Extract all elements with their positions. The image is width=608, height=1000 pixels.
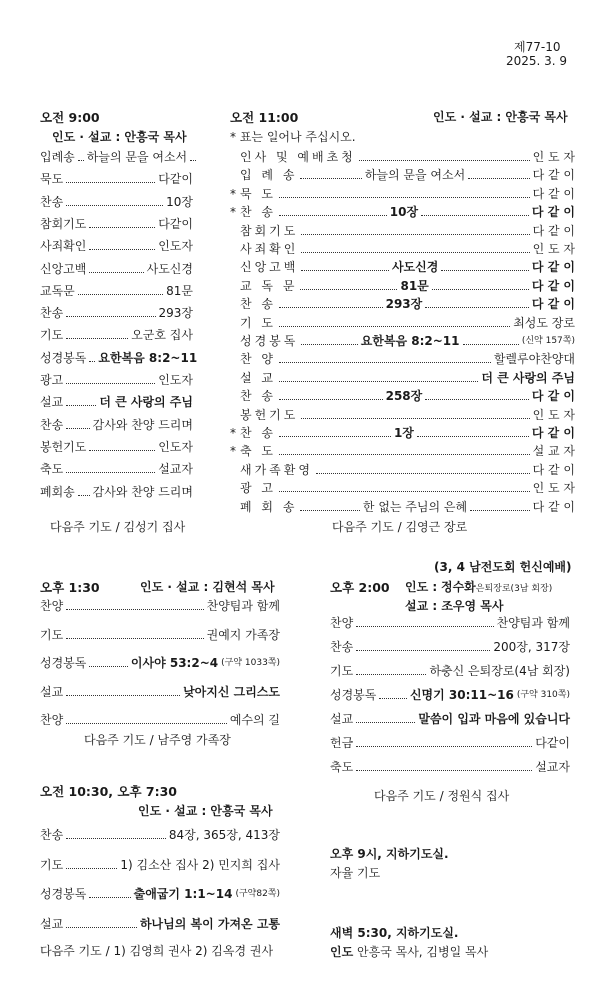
order-value: 10장 (166, 194, 193, 209)
order-label: 광 고 (240, 481, 276, 496)
order-value: 찬양팀과 함께 (206, 599, 280, 613)
leader-dots (356, 722, 415, 723)
issue-date: 2025. 3. 9 (506, 54, 568, 68)
service-1100-leader: 인도 · 설교 : 안흥국 목사 (433, 110, 568, 124)
order-item (40, 917, 280, 932)
leader-dots (279, 381, 478, 382)
order-item (330, 664, 570, 679)
leader-dots (356, 626, 493, 627)
leader-dots (356, 674, 426, 675)
order-item (330, 688, 570, 703)
order-item (230, 481, 575, 496)
order-value: 293장 (158, 306, 193, 321)
order-item (40, 599, 280, 614)
leader-role: 은퇴장로(3남 회장) (475, 584, 553, 594)
leader-dots (316, 473, 530, 474)
order-label: 찬 송 (240, 426, 276, 440)
order-detail: 293장 (385, 297, 423, 312)
order-value: 설교자 (535, 760, 570, 774)
leader-dots (279, 326, 510, 327)
order-value: 이사야 53:2~4 (130, 656, 219, 670)
order-item (230, 500, 575, 515)
order-label: 찬송 (40, 194, 64, 209)
order-reference: (구약 310쪽) (516, 690, 570, 700)
leader-dots (66, 405, 96, 406)
service-2100-sub: 자율 기도 (330, 866, 381, 880)
leader-dots (89, 272, 143, 273)
order-value: 하충신 은퇴장로(4남 회장) (429, 664, 570, 678)
order-label: 사죄확인 (40, 239, 87, 254)
order-item (40, 887, 280, 902)
order-item (230, 205, 575, 220)
order-item (230, 224, 575, 239)
order-item (230, 371, 575, 386)
service-900-title: 오전 9:00 (40, 110, 100, 125)
order-label: 찬송 (40, 306, 64, 321)
service-1330-leader: 인도 · 설교 : 김현석 목사 (140, 580, 275, 594)
order-value: 요한복음 8:2~11 (98, 350, 198, 365)
order-detail: 하늘의 문을 여소서 (364, 168, 466, 183)
order-value: 다 같 이 (532, 462, 575, 477)
order-label: 입례송 (40, 150, 75, 164)
order-item (230, 426, 575, 441)
order-value: 신명기 30:11~16 (409, 688, 514, 702)
leader-name: 정수화 (441, 580, 476, 594)
order-label: 찬 양 (240, 352, 276, 367)
leader-dots (425, 399, 529, 400)
order-label: 묵도 (40, 172, 64, 187)
service-1100-title: 오전 11:00 (230, 110, 299, 125)
order-label: 봉헌기도 (240, 407, 299, 422)
service-900-next-prayer: 다음주 기도 / 김성기 집사 (50, 520, 186, 534)
order-reference: (구약 1033쪽) (221, 658, 280, 668)
order-label: 기도 (40, 857, 64, 872)
order-label: 기도 (40, 328, 64, 343)
order-item (330, 712, 570, 727)
order-value: 다 같 이 (531, 426, 575, 440)
order-value: 다 같 이 (532, 168, 575, 183)
service-1330-next-prayer: 다음주 기도 / 남주영 가족장 (84, 733, 231, 747)
service-1030-title: 오전 10:30, 오후 7:30 (40, 784, 177, 799)
leader-dots (66, 838, 166, 839)
leader-dots (279, 197, 530, 198)
order-item (40, 284, 193, 299)
service-1400-title: 오후 2:00 (330, 580, 390, 595)
leader-dots (301, 252, 529, 253)
service-1030-leader: 인도 · 설교 : 안흥국 목사 (138, 804, 273, 818)
order-item (40, 217, 193, 232)
leader-label: 인도 (330, 945, 354, 959)
order-value: 오군호 집사 (131, 328, 193, 343)
leader-dots (66, 428, 89, 429)
order-item (40, 440, 193, 455)
order-item (230, 352, 575, 367)
order-value: 다 같 이 (532, 223, 575, 238)
order-label: 교독문 (40, 283, 75, 298)
leader-dots (279, 454, 530, 455)
order-item (230, 168, 575, 183)
leader-dots (78, 160, 84, 161)
order-label: 찬양 (330, 616, 354, 630)
order-label: 찬양 (40, 713, 64, 727)
order-label: 인사 및 예배초청 (240, 150, 356, 164)
order-item (230, 297, 575, 312)
order-value: 다 같 이 (531, 297, 576, 312)
leader-dots (279, 491, 530, 492)
order-value: (신약 157쪽) (521, 336, 575, 346)
service-2100-title: 오후 9시, 지하기도실. (330, 847, 449, 861)
order-item (230, 463, 575, 478)
order-value: 84장, 365장, 413장 (168, 828, 280, 842)
order-label: 성경봉독 (240, 334, 299, 348)
order-value: 말씀이 입과 마음에 있습니다 (418, 712, 570, 726)
stand-marker: * (230, 205, 236, 220)
order-label: 기도 (40, 627, 64, 642)
order-label: 기도 (330, 664, 354, 678)
leader-dots (78, 294, 163, 295)
order-label: 헌금 (330, 736, 354, 750)
order-label: 성경봉독 (40, 887, 87, 901)
order-item (40, 713, 280, 728)
leader-dots (356, 746, 532, 747)
leader-dots (441, 270, 529, 271)
order-label: 설 교 (240, 370, 276, 385)
stand-marker: * (230, 426, 236, 440)
order-item (40, 328, 193, 343)
order-value: 다 같 이 (531, 389, 576, 404)
order-value: 다같이 (158, 216, 193, 231)
service-1100-next-prayer: 다음주 기도 / 김영근 장로 (332, 520, 468, 534)
leader-dots (279, 307, 383, 308)
order-item (40, 262, 193, 277)
order-value: 다같이 (158, 172, 193, 187)
order-label: 찬 송 (240, 205, 276, 220)
order-item (330, 640, 570, 655)
order-value: 다 같 이 (532, 186, 575, 201)
order-label: 찬양 (40, 599, 64, 613)
order-label: 찬 송 (240, 389, 276, 404)
order-reference: (구약82쪽) (235, 889, 280, 899)
leader-dots (66, 316, 155, 317)
leader-dots (432, 289, 529, 290)
order-item (40, 239, 193, 254)
order-detail: 한 없는 주님의 은혜 (362, 499, 468, 514)
order-label: 설교 (330, 712, 354, 726)
leader-dots (279, 436, 391, 437)
order-label: 기 도 (240, 315, 276, 330)
order-item (40, 485, 193, 500)
order-value: 인 도 자 (532, 407, 575, 422)
order-detail: 10장 (389, 205, 419, 220)
leader-dots (301, 418, 529, 419)
order-item (40, 150, 193, 165)
order-item (40, 395, 193, 410)
leader-dots (279, 399, 383, 400)
order-item (40, 172, 193, 187)
order-value: 인 도 자 (532, 242, 575, 256)
leader-dots (301, 344, 357, 345)
order-item (40, 656, 280, 671)
order-value: 예수의 길 (229, 713, 280, 727)
order-detail: 258장 (385, 389, 423, 404)
order-value: 다같이 (535, 736, 570, 750)
order-item (230, 187, 575, 202)
leader-dots (89, 897, 130, 898)
leader-dots (468, 178, 529, 179)
leader-dots (379, 698, 407, 699)
order-label: 입 례 송 (240, 168, 298, 183)
leader-dots (66, 723, 227, 724)
leader-dots (66, 205, 163, 206)
leader-dots (66, 609, 203, 610)
order-item (40, 373, 193, 388)
leader-dots (89, 666, 128, 667)
order-label: 성경봉독 (40, 350, 87, 365)
leader-dots (66, 638, 203, 639)
order-item (40, 306, 193, 321)
order-value: 권예지 가족장 (206, 627, 280, 642)
order-detail: 하늘의 문을 여소서 (86, 150, 188, 164)
order-detail: 1장 (393, 426, 414, 440)
leader-dots (279, 215, 387, 216)
order-item (40, 858, 280, 873)
order-detail: 요한복음 8:2~11 (360, 334, 460, 348)
service-0530-title: 새벽 5:30, 지하기도실. (330, 926, 459, 940)
order-item (40, 350, 198, 366)
order-value: 더 큰 사랑의 주님 (481, 370, 575, 385)
order-label: 신앙고백 (40, 261, 87, 276)
order-label: 참회기도 (240, 223, 299, 238)
service-1400-leader (405, 578, 552, 595)
order-value: 낮아지신 그리스도 (183, 684, 280, 699)
order-item (40, 828, 280, 843)
order-label: 광고 (40, 373, 64, 387)
leader-dots (89, 361, 95, 362)
order-value: 다 같 이 (531, 260, 576, 275)
service-1400-preacher: 설교 : 조우영 목사 (405, 599, 504, 613)
order-label: 성경봉독 (40, 656, 87, 670)
leader-dots (463, 344, 519, 345)
order-label: 축도 (40, 462, 64, 477)
order-value: 설 교 자 (532, 444, 575, 459)
order-label: 찬송 (40, 417, 64, 432)
order-item (230, 150, 575, 165)
leader-dots (470, 510, 530, 511)
order-label: 폐회송 (40, 484, 75, 499)
order-label: 찬송 (40, 828, 64, 842)
order-value: 사도신경 (146, 261, 193, 276)
leader-dots (66, 927, 137, 928)
order-label: 사죄확인 (240, 242, 299, 256)
order-label: 묵 도 (240, 186, 276, 201)
order-value: 출애굽기 1:1~14 (133, 887, 233, 901)
order-label: 설교 (40, 395, 64, 410)
order-item (40, 418, 193, 433)
leader-dots (425, 307, 529, 308)
service-1400-occasion: (3, 4 남전도회 헌신예배) (434, 560, 572, 574)
order-item (230, 408, 575, 423)
order-label: 폐 회 송 (240, 499, 298, 514)
order-value: 다 같 이 (531, 205, 575, 220)
order-label: 새가족환영 (240, 462, 313, 477)
order-item (230, 444, 575, 459)
order-value: 인도자 (158, 439, 193, 454)
leader-dots (300, 510, 360, 511)
order-item (40, 628, 280, 643)
order-item (330, 616, 570, 631)
leader-dots (301, 270, 389, 271)
order-item (230, 316, 575, 331)
order-label: 설교 (40, 684, 64, 699)
leader-dots (300, 178, 361, 179)
leader-dots (359, 160, 530, 161)
service-900-leader: 인도 · 설교 : 안흥국 목사 (52, 130, 187, 144)
order-label: 축 도 (240, 444, 276, 459)
order-label: 교 독 문 (240, 278, 298, 293)
order-item (40, 195, 193, 210)
leader-dots (66, 182, 155, 183)
leader-dots (356, 650, 490, 651)
service-1400-next-prayer: 다음주 기도 / 정원식 집사 (374, 789, 510, 803)
order-detail: 81문 (400, 278, 429, 293)
leader-dots (66, 383, 155, 384)
service-0530-leader (330, 943, 488, 960)
leader-dots (66, 695, 180, 696)
leader-dots (66, 472, 155, 473)
order-item (40, 685, 280, 700)
leader-dots (300, 289, 397, 290)
order-value: 최성도 장로 (513, 315, 575, 330)
leader-dots (66, 868, 117, 869)
order-item (330, 760, 570, 775)
order-label: 축도 (330, 760, 354, 774)
stand-marker: * (230, 186, 236, 201)
order-item (40, 462, 193, 477)
order-value: 인도자 (158, 373, 193, 387)
service-1030-next-prayer: 다음주 기도 / 1) 김영희 권사 2) 김옥경 권사 (40, 944, 274, 958)
order-detail: 사도신경 (391, 260, 439, 275)
leader-label: 인도 : (405, 580, 438, 594)
leader-dots (417, 436, 529, 437)
issue-number: 제77-10 (514, 40, 561, 54)
order-label: 찬 송 (240, 297, 276, 312)
order-value: 감사와 찬양 드리며 (92, 417, 193, 432)
stand-marker: * (230, 444, 236, 459)
leader-dots (190, 160, 196, 161)
leader-dots (89, 227, 155, 228)
order-value: 인 도 자 (532, 150, 575, 164)
leader-dots (421, 215, 529, 216)
order-item (230, 279, 575, 294)
order-value: 인도자 (158, 239, 193, 254)
order-value: 다 같 이 (531, 278, 575, 293)
order-label: 찬송 (330, 640, 354, 654)
order-label: 설교 (40, 916, 64, 931)
leader-names: 안흥국 목사, 김병일 목사 (357, 945, 489, 959)
order-value: 1) 김소산 집사 2) 민지희 집사 (120, 857, 280, 872)
order-item (230, 260, 575, 275)
leader-dots (89, 249, 155, 250)
order-label: 봉헌기도 (40, 439, 87, 454)
order-item (330, 736, 570, 751)
order-value: 설교자 (158, 462, 193, 477)
order-value: 하나님의 복이 가져온 고통 (139, 916, 280, 931)
leader-dots (78, 495, 90, 496)
order-label: 참회기도 (40, 216, 87, 231)
order-item (230, 242, 575, 257)
stand-note: * 표는 일어나 주십시오. (230, 130, 356, 144)
leader-dots (89, 450, 155, 451)
order-value: 더 큰 사랑의 주님 (99, 395, 193, 410)
order-value: 찬양팀과 함께 (496, 616, 570, 630)
order-label: 신앙고백 (240, 260, 299, 275)
order-value: 200장, 317장 (493, 640, 570, 654)
order-value: 81문 (166, 283, 193, 298)
service-1330-title: 오후 1:30 (40, 580, 100, 595)
order-item (230, 334, 575, 349)
leader-dots (356, 770, 532, 771)
order-value: 인 도 자 (532, 481, 575, 496)
order-value: 감사와 찬양 드리며 (92, 484, 193, 499)
leader-dots (301, 234, 529, 235)
order-value: 할렐루야찬양대 (493, 352, 575, 367)
order-value: 다 같 이 (532, 499, 575, 514)
leader-dots (66, 338, 128, 339)
leader-dots (279, 362, 491, 363)
order-item (230, 389, 575, 404)
order-label: 성경봉독 (330, 688, 377, 702)
